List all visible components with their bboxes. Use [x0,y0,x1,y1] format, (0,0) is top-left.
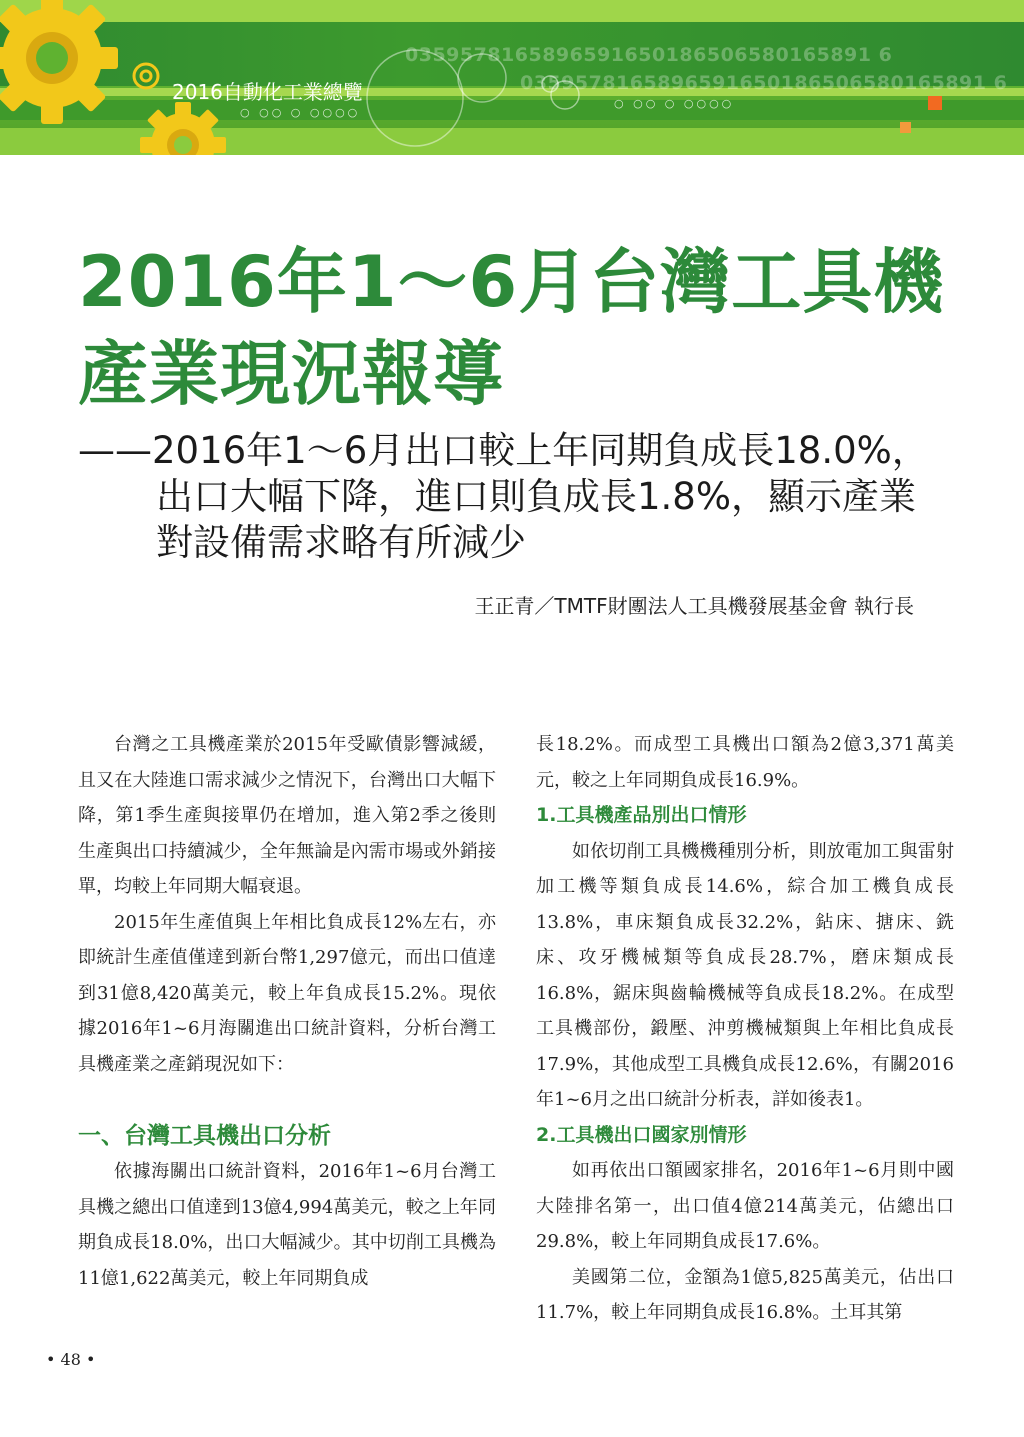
decorative-circles-icon [360,40,600,150]
header-banner [0,0,1024,155]
banner-dots: ○ ○○ ○ ○○○○ [240,106,361,119]
body-paragraph: 2015年生產值與上年相比負成長12%左右，亦即統計生產值僅達到新台幣1,297億元，而出口值達到31億8,420萬美元，較上年負成長15.2%。現依據2016年1~6月海關進出口統計資料，分析台灣工具機產業之產銷現況如下： [78,911,496,1075]
subsection-heading: 2.工具機出口國家別情形 [536,1123,747,1146]
gear-icon [0,0,122,128]
subtitle-line: 對設備需求略有所減少 [156,521,526,564]
article-title [78,236,968,420]
decorative-square [900,122,911,133]
gear-icon [128,58,164,94]
body-paragraph: 依據海關出口統計資料，2016年1~6月台灣工具機之總出口值達到13億4,994萬美元，較之上年同期負成長18.0%，出口大幅減少。其中切削工具機為11億1,622萬美元，較上年同期負成 [78,1161,496,1289]
right-column [536,727,954,1331]
article-subtitle [78,428,968,566]
spacer [78,1082,496,1118]
banner-number-strip: 0359578165896591650186506580165891 6 [405,44,893,66]
body-paragraph: 如依切削工具機機種別分析，則放電加工與雷射加工機等類負成長14.6%，綜合加工機負成長13.8%，車床類負成長32.2%，鉆床、搪床、銑床、攻牙機械類等負成長28.7%，磨床類成長16.8%，鋸床與齒輪機械等負成長18.2%。在成型工具機部份，鍛壓、沖剪機械類與上年相比負成長17.9%，其他成型工具機負成長12.6%，有關2016年1~6月之出口統計分析表，詳如後表1。 [536,840,954,1110]
subtitle-line: ——2016年1～6月出口較上年同期負成長18.0%， [78,429,929,472]
gear-icon [138,100,228,155]
decorative-square [928,96,942,110]
subtitle-line: 出口大幅下降，進口則負成長1.8%，顯示產業 [156,475,916,518]
body-paragraph: 如再依出口額國家排名，2016年1~6月則中國大陸排名第一，出口值4億214萬美元，佔總出口29.8%，較上年同期負成長17.6%。 [536,1160,954,1252]
article-title-line: 產業現況報導 [78,333,504,415]
article-title-line: 2016年1～6月台灣工具機 [78,241,945,323]
subsection-heading: 1.工具機產品別出口情形 [536,804,747,826]
banner-title: 2016自動化工業總覽 [172,80,363,104]
author-byline: 王正青／TMTF財團法人工具機發展基金會 執行長 [474,594,914,618]
banner-dots: ○ ○○ ○ ○○○○ [614,97,735,110]
left-column [78,727,496,1296]
body-paragraph: 台灣之工具機產業於2015年受歐債影響減緩，且又在大陸進口需求減少之情況下，台灣出口大幅下降，第1季生產與接單仍在增加，進入第2季之後則生產與出口持續減少，全年無論是內需市場或外銷接單，均較上年同期大幅衰退。 [78,734,496,897]
body-paragraph: 美國第二位，金額為1億5,825萬美元，佔出口11.7%，較上年同期負成長16.8%。土耳其第 [536,1266,954,1323]
body-paragraph: 長18.2%。而成型工具機出口額為2億3,371萬美元，較之上年同期負成長16.9%。 [536,734,954,791]
section-heading: 一、台灣工具機出口分析 [78,1123,331,1149]
banner-stripe [0,0,1024,22]
page-number: • 48 • [46,1350,96,1369]
banner-number-strip: 0359578165896591650186506580165891 6 [520,72,1008,94]
